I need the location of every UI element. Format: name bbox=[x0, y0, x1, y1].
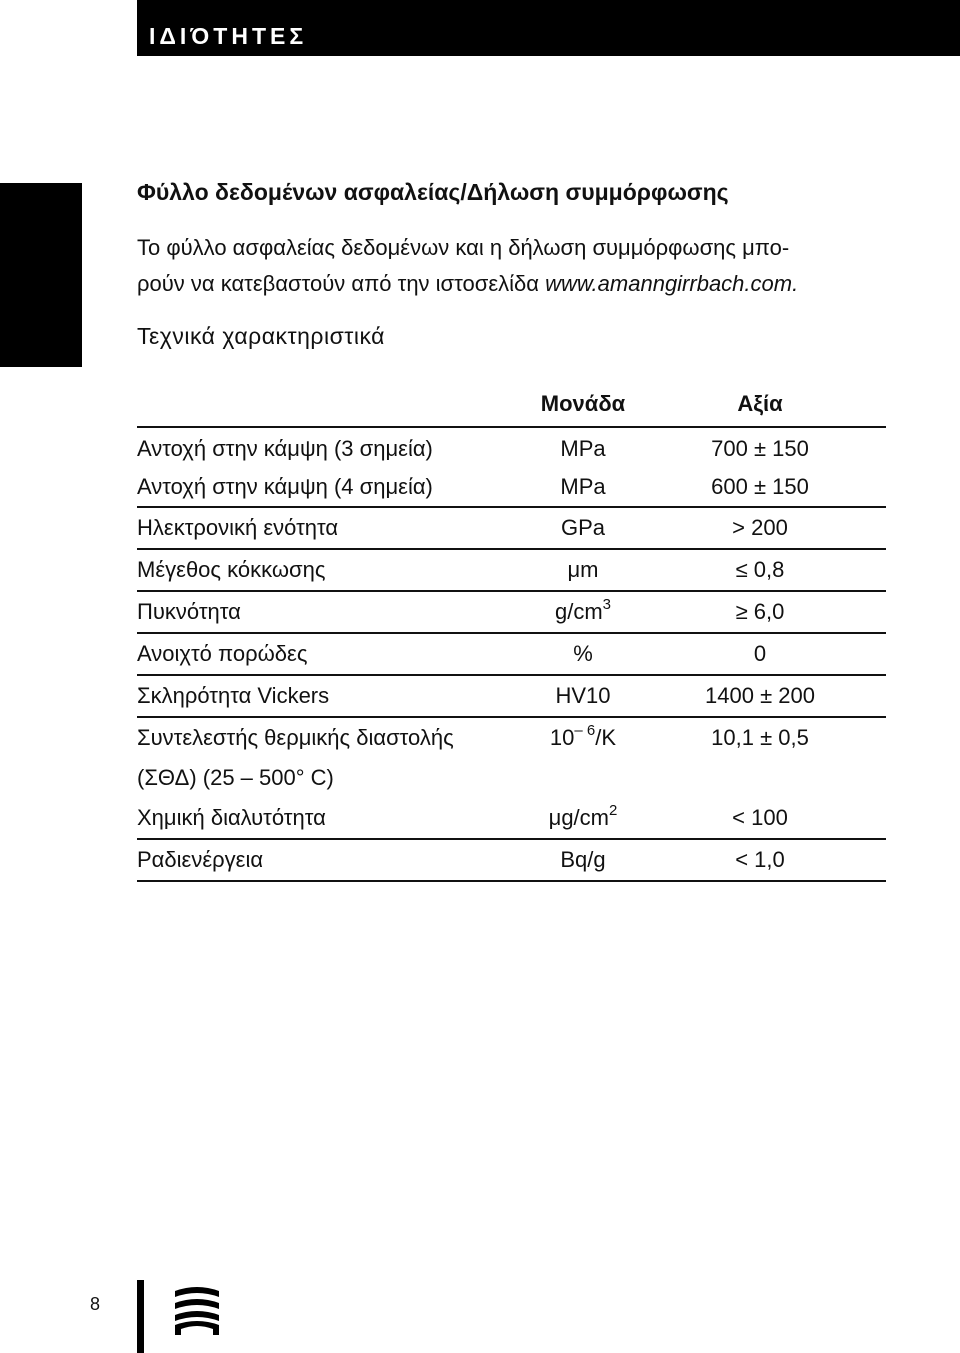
row-property: Ηλεκτρονική ενότητα bbox=[137, 515, 339, 540]
row-value: 0 bbox=[753, 641, 767, 666]
table-row bbox=[137, 508, 886, 550]
table-row bbox=[137, 798, 886, 840]
footer-divider bbox=[137, 1280, 144, 1353]
technical-specs-table bbox=[137, 382, 886, 882]
row-value: 10,1 ± 0,5 bbox=[711, 725, 809, 750]
row-value: < 100 bbox=[732, 805, 788, 830]
table-row bbox=[137, 718, 886, 798]
unit-base: g/cm bbox=[554, 599, 603, 624]
table-row bbox=[137, 634, 886, 676]
row-unit: HV10 bbox=[555, 683, 611, 708]
row-property: Πυκνότητα bbox=[137, 599, 241, 624]
table-row bbox=[137, 592, 886, 634]
language-tab bbox=[0, 183, 82, 466]
row-property: Μέγεθος κόκκωσης bbox=[137, 557, 326, 582]
row-property: Αντοχή στην κάμψη (4 σημεία) bbox=[137, 474, 433, 499]
table-header-row bbox=[137, 382, 886, 428]
technical-specs-heading: Τεχνικά χαρακτηριστικά bbox=[137, 323, 385, 349]
website-link[interactable]: www.amanngirrbach.com. bbox=[545, 271, 799, 296]
row-value: > 200 bbox=[732, 515, 788, 540]
row-property-line-2: (ΣΘΔ) (25 – 500° C) bbox=[137, 765, 334, 790]
row-property: Αντοχή στην κάμψη (3 σημεία) bbox=[137, 436, 433, 461]
row-property: Ανοιχτό πορώδες bbox=[137, 641, 308, 666]
safety-text-line-2-prefix: ρούν να κατεβαστούν από την ιστοσελίδα bbox=[137, 271, 546, 296]
table-row bbox=[137, 676, 886, 718]
row-value: < 1,0 bbox=[735, 847, 785, 872]
unit-base: μg/cm bbox=[548, 805, 609, 830]
safety-datasheet-text bbox=[137, 230, 877, 302]
safety-text-line-2 bbox=[137, 266, 877, 302]
row-property: Χημική διαλυτότητα bbox=[137, 805, 326, 830]
header-bar bbox=[137, 0, 960, 56]
header-value: Αξία bbox=[737, 391, 783, 416]
table-row bbox=[137, 430, 886, 468]
table-row bbox=[137, 840, 886, 882]
unit-superscript: 3 bbox=[602, 596, 612, 613]
row-unit: % bbox=[573, 641, 593, 666]
row-value: 600 ± 150 bbox=[711, 474, 809, 499]
unit-base: 10 bbox=[549, 725, 575, 750]
row-unit: MPa bbox=[560, 436, 606, 461]
row-unit bbox=[532, 718, 634, 758]
unit-superscript: – 6 bbox=[574, 722, 596, 739]
unit-superscript: 2 bbox=[609, 802, 618, 819]
row-property: Ραδιενέργεια bbox=[137, 847, 264, 872]
row-value: 1400 ± 200 bbox=[705, 683, 815, 708]
row-unit: μm bbox=[567, 557, 599, 582]
row-value: ≥ 6,0 bbox=[735, 599, 785, 624]
amann-girrbach-logo-icon bbox=[171, 1283, 223, 1335]
language-label: EL bbox=[16, 435, 60, 466]
row-property-line-1: Συντελεστής θερμικής διαστολής bbox=[137, 725, 454, 750]
header-unit: Μονάδα bbox=[540, 391, 626, 416]
row-unit: GPa bbox=[560, 515, 606, 540]
safety-datasheet-heading: Φύλλο δεδομένων ασφαλείας/Δήλωση συμμόρφωσης bbox=[137, 179, 729, 205]
row-unit: MPa bbox=[560, 474, 606, 499]
row-value: 700 ± 150 bbox=[711, 436, 809, 461]
page-number: 8 bbox=[90, 1294, 101, 1314]
row-unit bbox=[532, 798, 634, 838]
table-row bbox=[137, 550, 886, 592]
row-property: Σκληρότητα Vickers bbox=[137, 683, 330, 708]
row-value: ≤ 0,8 bbox=[735, 557, 785, 582]
row-property bbox=[137, 718, 532, 798]
page-title: ΙΔΙΌΤΗΤΕΣ bbox=[149, 23, 308, 49]
row-unit bbox=[532, 592, 634, 632]
unit-suffix: /K bbox=[595, 725, 617, 750]
row-unit: Bq/g bbox=[560, 847, 606, 872]
safety-text-line-1: Το φύλλο ασφαλείας δεδομένων και η δήλωση συμμόρφωσης μπο- bbox=[137, 235, 790, 260]
table-row bbox=[137, 468, 886, 508]
